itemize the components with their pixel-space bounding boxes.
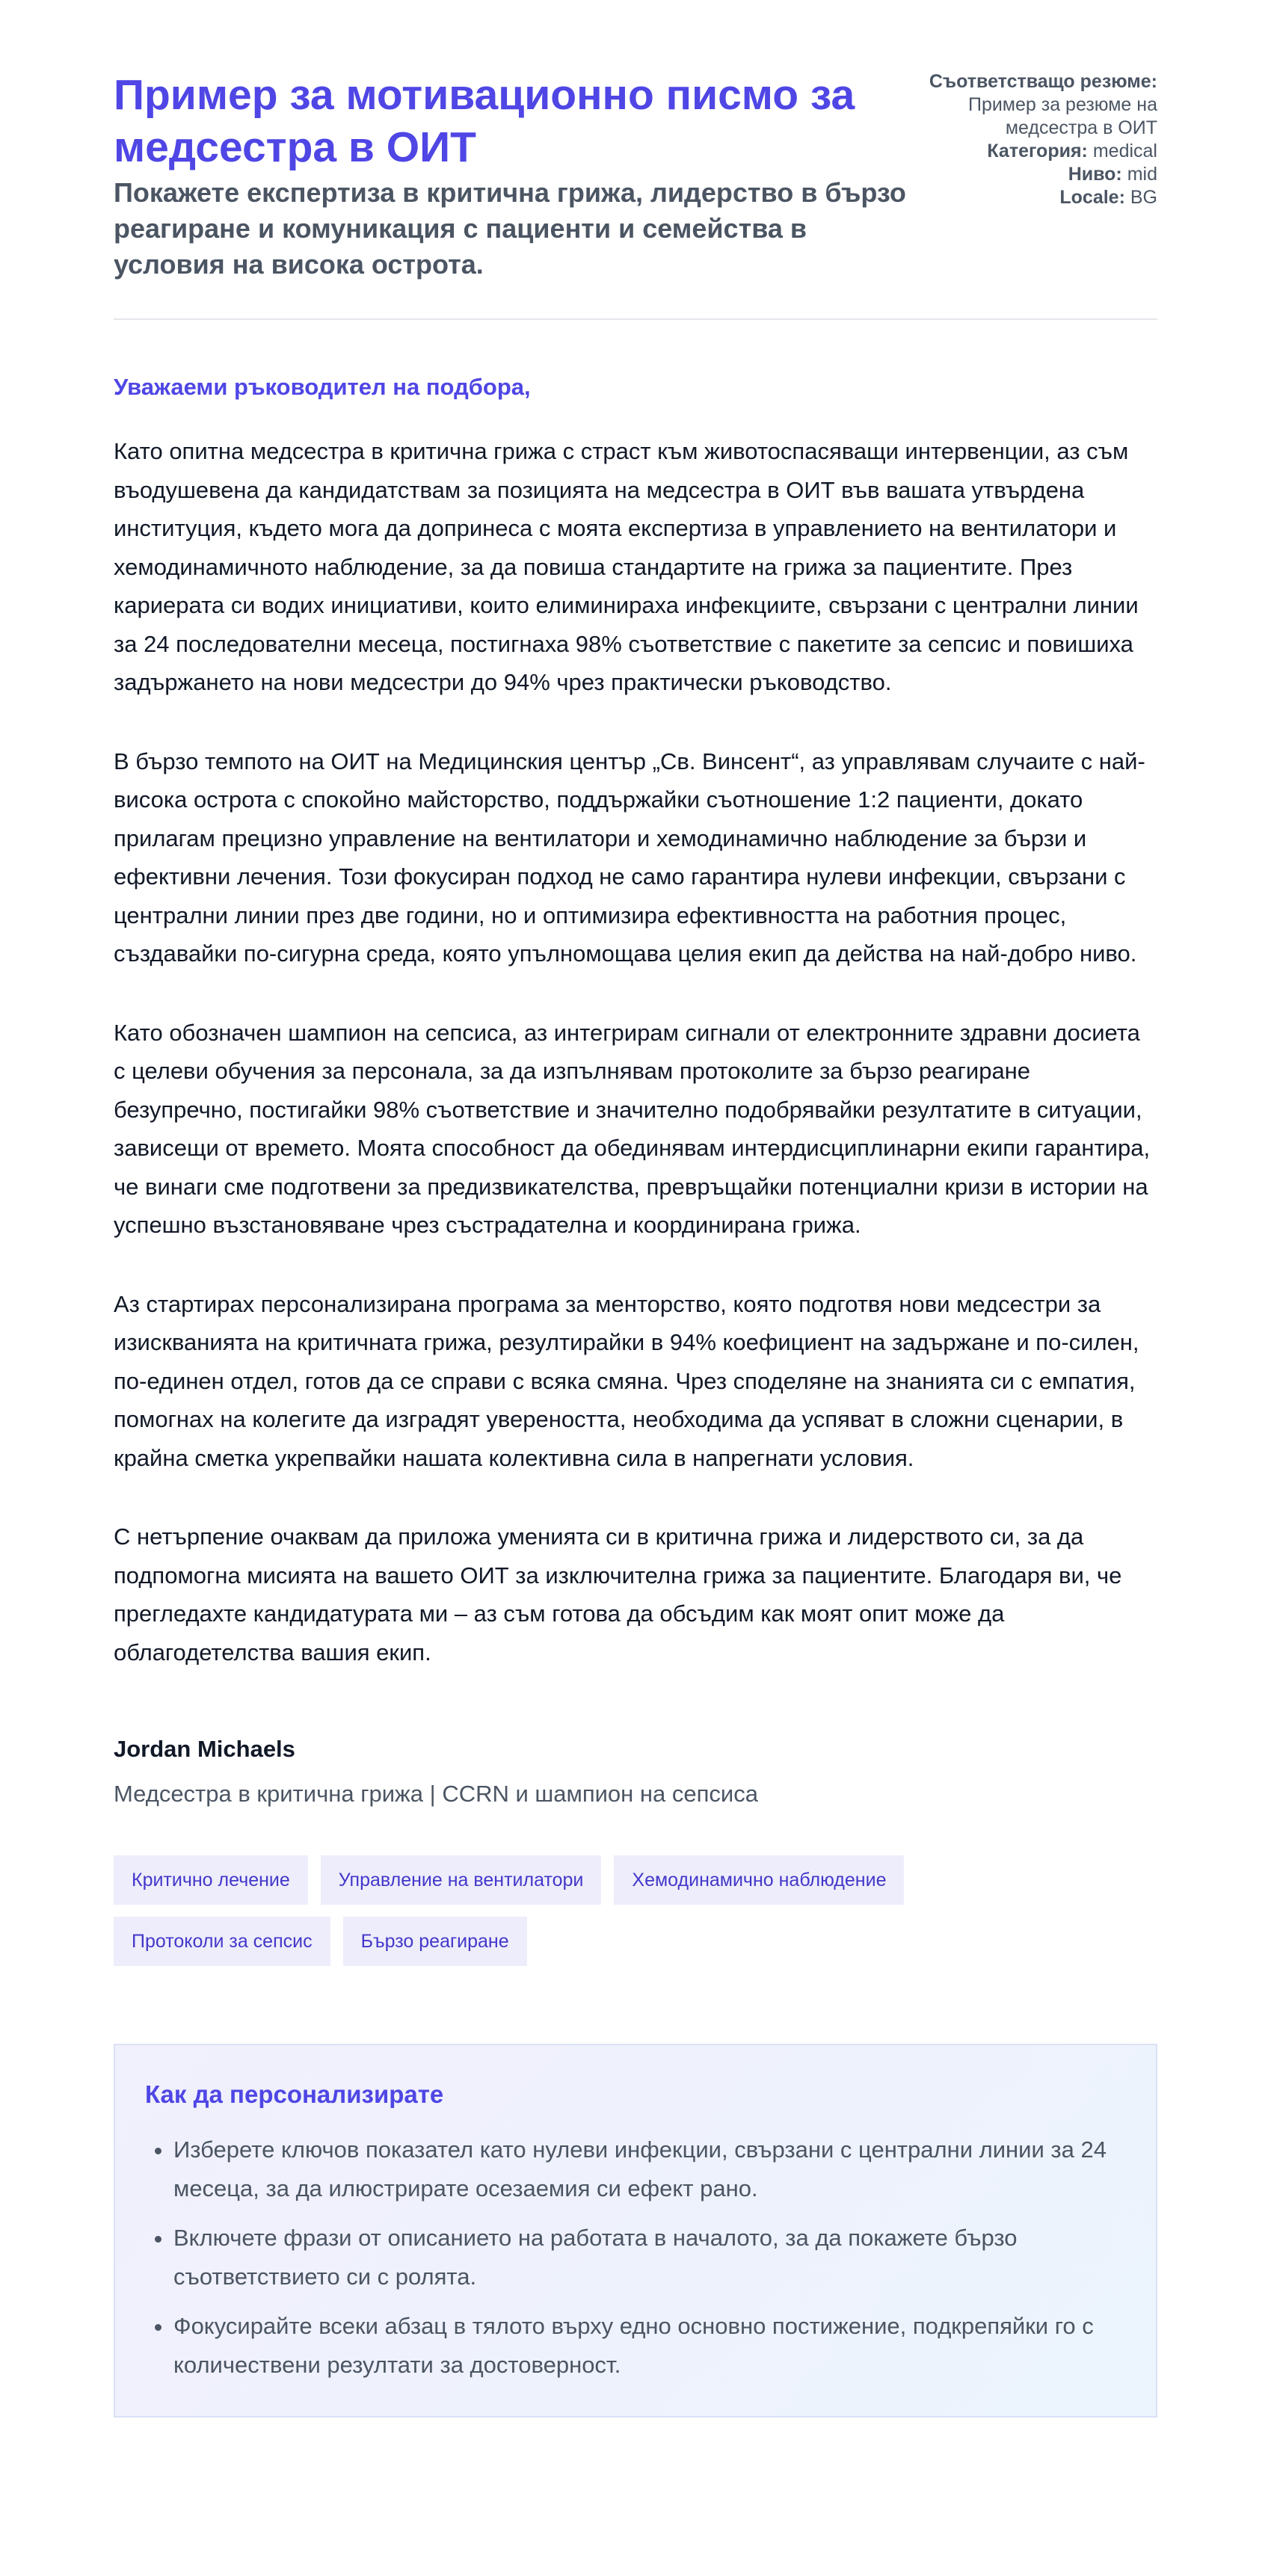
tips-title: Как да персонализирате	[145, 2080, 444, 2108]
meta-resume-value-row	[918, 93, 1157, 140]
signature-name: Jordan Michaels	[114, 1736, 295, 1762]
skill-tag[interactable]: Хемодинамично наблюдение	[614, 1855, 904, 1905]
meta-level-row	[918, 163, 1157, 186]
skill-tags	[114, 1855, 1011, 1966]
letter-paragraph: Аз стартирах персонализирана програма за менторство, която подготвя нови медсестри за изискванията на критичната грижа, резултирайки в 94% коефициент на задържане и по-силен, по-единен отдел, готов да се справи с всяка смяна. Чрез споделяне на знанията си с емпатия, помогнах на колегите да изградят увереността, необходима да успяват в сложни сценарии, в крайна сметка укрепвайки нашата колективна сила в напрегнати условия.	[114, 1290, 1139, 1471]
letter-paragraph: Като обозначен шампион на сепсиса, аз интегрирам сигнали от електронните здравни досиета с целеви обучения за персонала, за да изпълнявам протоколите за бързо реагиране безупречно, постигайки 98% съответствие и значително подобрявайки резултатите в ситуации, зависещи от времето. Моята способност да обединявам интердисциплинарни екипи гарантира, че винаги сме подготвени за предизвикателства, превръщайки потенциални кризи в истории на успешно възстановяване чрез състрадателна и координирана грижа.	[114, 1019, 1151, 1238]
header-titles	[114, 69, 906, 283]
meta-panel	[918, 69, 1157, 209]
signature-role: Медсестра в критична грижа | CCRN и шампион на сепсиса	[114, 1781, 758, 1807]
skill-tag[interactable]: Управление на вентилатори	[321, 1855, 602, 1905]
signature-block	[114, 1734, 1157, 1809]
letter-paragraph: В бързо темпото на ОИТ на Медицинския център „Св. Винсент“, аз управлявам случаите с най-висока острота с спокойно майсторство, поддържайки съотношение 1:2 пациенти, докато прилагам прецизно управление на вентилатори и хемодинамично наблюдение за бързи и ефективни лечения. Този фокусиран подход не само гарантира нулеви инфекции, свързани с централни линии през две години, но и оптимизира ефективността на работния процес, създавайки по-сигурна среда, която упълномощава целия екип да действа на най-добро ниво.	[114, 748, 1145, 967]
skill-tag[interactable]: Бързо реагиране	[343, 1917, 527, 1966]
meta-category-value: medical	[1092, 141, 1157, 161]
letter-paragraph: С нетърпение очаквам да приложа уменията си в критична грижа и лидерството си, за да подпомогна мисията на вашето ОИТ за изключителна грижа за пациентите. Благодаря ви, че прегледахте кандидатурата ми – аз съм готова да обсъдим как моят опит може да облагодетелства вашия екип.	[114, 1523, 1122, 1666]
letter-body	[114, 432, 1157, 1671]
letter-salutation: Уважаеми ръководител на подбора,	[114, 374, 531, 400]
skill-tag[interactable]: Критично лечение	[114, 1855, 308, 1905]
meta-resume-label: Съответстващо резюме:	[929, 71, 1157, 92]
personalization-tips-box	[114, 2044, 1157, 2418]
skill-tag[interactable]: Протоколи за сепсис	[114, 1917, 330, 1966]
page-title: Пример за мотивационно писмо за медсестра в ОИТ	[114, 71, 855, 171]
meta-category-label: Категория:	[987, 141, 1088, 161]
meta-locale-row	[918, 186, 1157, 209]
meta-category-row	[918, 140, 1157, 163]
page-subtitle: Покажете експертиза в критична грижа, лидерство в бързо реагиране и комуникация с пациенти и семейства в условия на висока острота.	[114, 177, 906, 280]
tips-list-item: • Фокусирайте всеки абзац в тялото върху едно основно постижение, подкрепяйки го с количествени резултати за достоверност.	[173, 2307, 1126, 2384]
meta-resume-label-row	[918, 70, 1157, 93]
page-header	[114, 69, 1157, 320]
meta-locale-value: BG	[1130, 187, 1157, 208]
meta-level-label: Ниво:	[1068, 164, 1122, 185]
tips-list-item: • Изберете ключов показател като нулеви инфекции, свързани с централни линии за 24 месеца, за да илюстрирате осезаемия си ефект рано.	[173, 2130, 1126, 2207]
meta-resume-link[interactable]: Пример за резюме на медсестра в ОИТ	[967, 94, 1157, 138]
meta-level-value: mid	[1127, 164, 1157, 185]
meta-locale-label: Locale:	[1059, 187, 1125, 208]
letter-paragraph: Като опитна медсестра в критична грижа с страст към животоспасяващи интервенции, аз съм въодушевена да кандидатствам за позицията на медсестра в ОИТ във вашата утвърдена институция, където мога да допринеса с моята експертиза в управлението на вентилатори и хемодинамичното наблюдение, за да повиша стандартите на грижа за пациентите. През кариерата си водих инициативи, които елиминираха инфекциите, свързани с централни линии за 24 последователни месеца, постигнаха 98% съответствие с пакетите за сепсис и повишиха задържането на нови медсестри до 94% чрез практически ръководство.	[114, 438, 1139, 695]
tips-list	[145, 2130, 1126, 2384]
tips-list-item: • Включете фрази от описанието на работата в началото, за да покажете бързо съответствието си с ролята.	[173, 2219, 1126, 2296]
